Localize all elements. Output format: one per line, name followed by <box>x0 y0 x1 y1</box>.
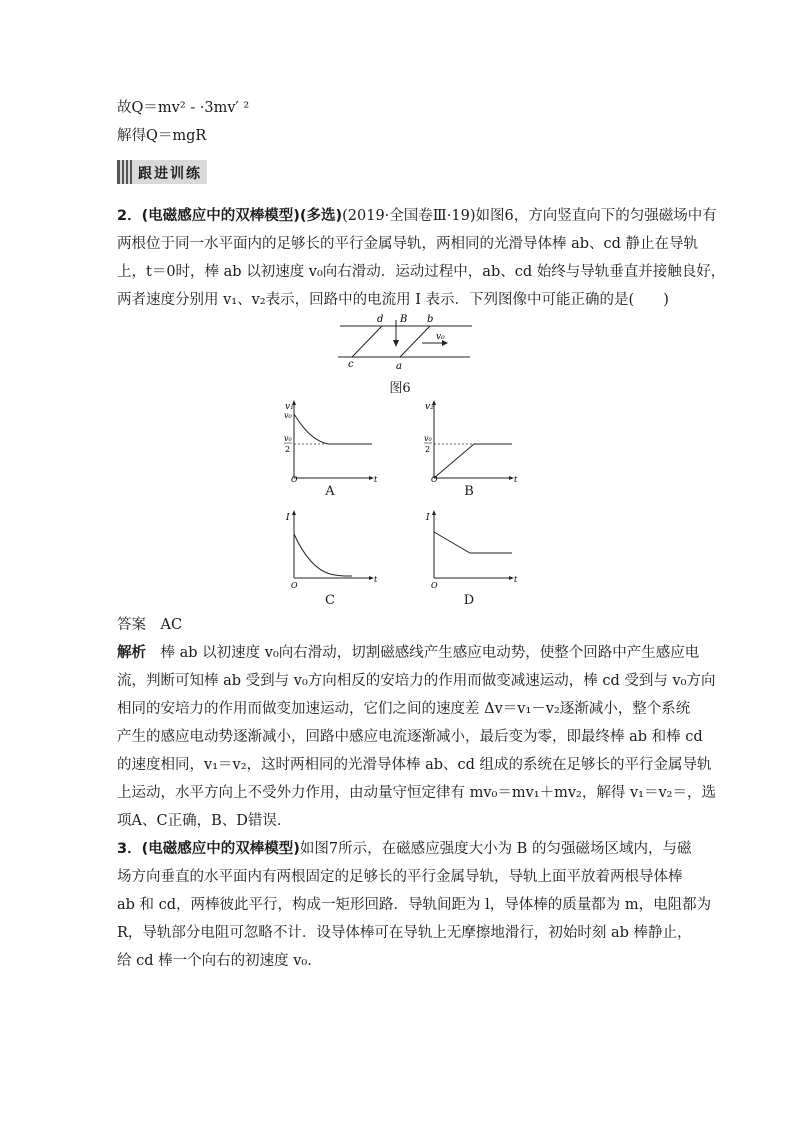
formula-q-result: 解得Q＝mgR <box>117 128 207 144</box>
graph-d-caption: D <box>463 593 475 608</box>
q3-line-5: 给 cd 棒一个向右的初速度 v₀. <box>117 953 312 969</box>
analysis-line-1 <box>117 643 699 663</box>
graph-a-origin: O <box>291 475 298 484</box>
q2-text-1: (2019·全国卷Ⅲ·19)如图6，方向竖直向下的匀强磁场中有 <box>342 208 717 224</box>
analysis-line-2: 流，判断可知棒 ab 受到与 v₀方向相反的安培力的作用而做变减速运动，棒 cd 受到与 v₀方向 <box>117 673 716 689</box>
graph-b-half-num: v₀ <box>424 434 432 443</box>
section-header <box>117 160 207 184</box>
graph-a-caption: A <box>325 484 335 499</box>
graph-b-half-den: 2 <box>425 445 431 454</box>
graph-b-t: t <box>514 475 518 484</box>
q2-line-4: 两者速度分别用 v₁、v₂表示，回路中的电流用 I 表示．下列图像中可能正确的是( ) <box>117 292 669 308</box>
graph-a-t: t <box>374 475 378 484</box>
graph-a-ylabel: v₁ <box>285 402 294 412</box>
graph-b <box>422 398 522 484</box>
formula-q: 故Q＝mv² - ·3mv′ ² <box>117 100 250 116</box>
figure-6-caption: 图6 <box>389 381 411 396</box>
fig6-label-b-field: B <box>400 314 408 325</box>
graph-d-origin: O <box>431 581 438 590</box>
answer: 答案 AC <box>117 617 183 633</box>
fig6-label-v0: v₀ <box>436 332 445 342</box>
graph-d-ylabel: I <box>426 513 430 523</box>
analysis-line-6: 上运动，水平方向上不受外力作用，由动量守恒定律有 mv₀＝mv₁＋mv₂，解得 v₁＝v₂＝，选 <box>117 785 716 801</box>
graph-a <box>282 398 382 484</box>
q2-line-1 <box>117 206 717 226</box>
graph-a-half-den: 2 <box>285 445 291 454</box>
graph-c-caption: C <box>325 593 335 608</box>
analysis-line-4: 产生的感应电动势逐渐减小，回路中感应电流逐渐减小，最后变为零，即最终棒 ab 和棒 cd <box>117 729 703 745</box>
graph-d <box>422 508 522 592</box>
fig6-label-b: b <box>427 314 434 325</box>
graph-b-caption: B <box>464 484 474 499</box>
fig6-label-a: a <box>396 361 402 372</box>
q3-tag: 3．(电磁感应中的双棒模型) <box>117 841 300 857</box>
graph-b-ylabel: v₂ <box>425 402 434 412</box>
section-stripes <box>122 160 132 184</box>
graph-c-origin: O <box>291 581 298 590</box>
graph-a-v0: v₀ <box>284 411 292 420</box>
q3-line-2: 场方向垂直的水平面内有两根固定的足够长的平行金属导轨，导轨上面平放着两根导体棒 <box>117 869 683 885</box>
figure-6-diagram <box>330 310 480 372</box>
q3-line-1 <box>117 839 691 859</box>
analysis-tag: 解析 <box>117 645 146 661</box>
graph-c <box>282 508 382 592</box>
graph-b-origin: O <box>431 475 438 484</box>
graph-d-t: t <box>514 575 518 584</box>
graph-c-ylabel: I <box>286 513 290 523</box>
section-title: 跟进训练 <box>138 166 202 182</box>
q2-tag: 2．(电磁感应中的双棒模型)(多选) <box>117 208 343 224</box>
analysis-line-7: 项A、C正确，B、D错误． <box>117 813 292 829</box>
q3-text-1: 如图7所示，在磁感应强度大小为 B 的匀强磁场区域内，与磁 <box>299 841 692 857</box>
graph-c-t: t <box>374 575 378 584</box>
fig6-label-d: d <box>377 314 384 325</box>
fig6-label-c: c <box>348 359 354 370</box>
q2-line-2: 两根位于同一水平面内的足够长的平行金属导轨，两相同的光滑导体棒 ab、cd 静止在导轨 <box>117 236 699 252</box>
analysis-line-5: 的速度相同，v₁＝v₂，这时两相同的光滑导体棒 ab、cd 组成的系统在足够长的平行金属导轨 <box>117 757 712 773</box>
analysis-line-3: 相同的安培力的作用而做变加速运动，它们之间的速度差 Δv＝v₁－v₂逐渐减小，整个系统 <box>117 701 691 717</box>
graph-a-half-num: v₀ <box>284 434 292 443</box>
analysis-text-1: 棒 ab 以初速度 v₀向右滑动，切割磁感线产生感应电动势，使整个回路中产生感应电 <box>146 645 700 661</box>
q3-line-4: R，导轨部分电阻可忽略不计．设导体棒可在导轨上无摩擦地滑行，初始时刻 ab 棒静止， <box>117 925 692 941</box>
q2-line-3: 上，t＝0时，棒 ab 以初速度 v₀向右滑动．运动过程中，ab、cd 始终与导轨垂直并接触良好， <box>117 264 726 280</box>
q3-line-3: ab 和 cd，两棒彼此平行，构成一矩形回路．导轨间距为 l，导体棒的质量都为 m，电阻都为 <box>117 897 712 913</box>
